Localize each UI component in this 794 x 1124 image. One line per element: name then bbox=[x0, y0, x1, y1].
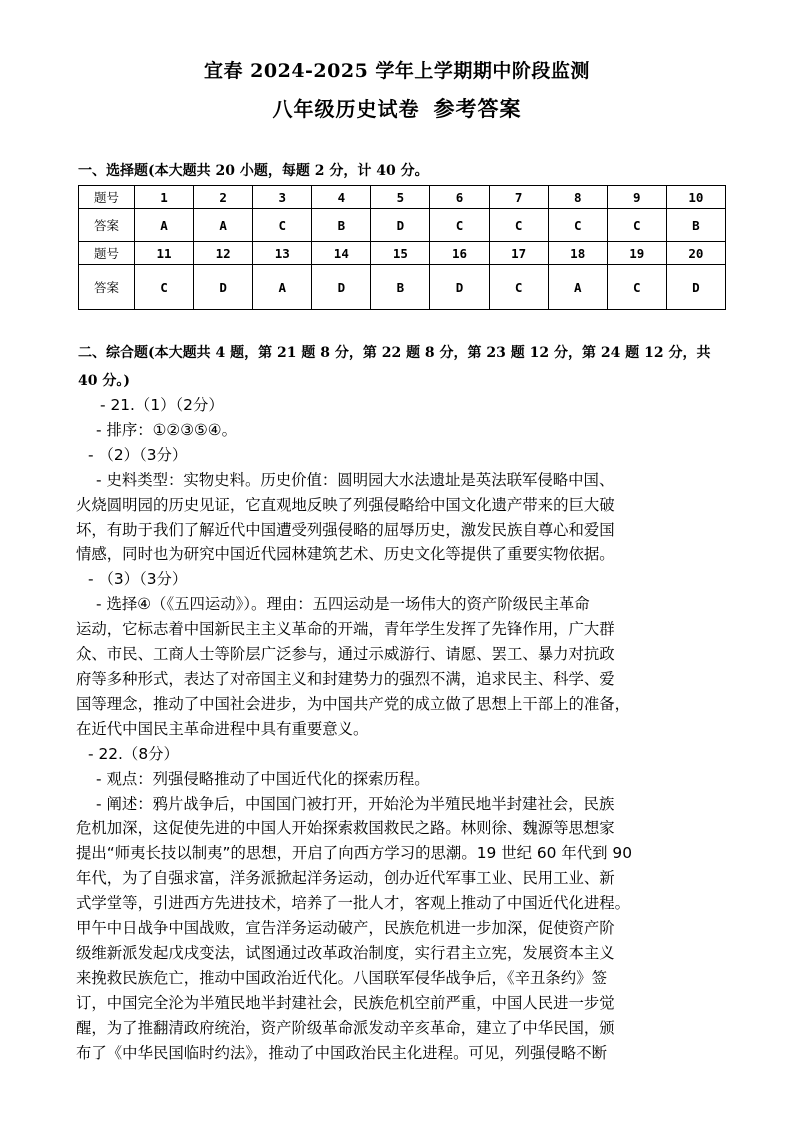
question-number: 18 bbox=[548, 242, 607, 265]
exam-subtitle bbox=[0, 93, 794, 123]
answer-cell: D bbox=[312, 265, 371, 310]
answer-line: 火烧圆明园的历史见证，它直观地反映了列强侵略给中国文化遗产带来的巨大破 bbox=[76, 495, 615, 514]
answer-line: 甲午中日战争中国战败，宣告洋务运动破产，民族危机进一步加深，促使资产阶 bbox=[76, 919, 615, 938]
answer-line: - 选择④（《五四运动》）。理由：五四运动是一场伟大的资产阶级民主革命 bbox=[96, 595, 590, 614]
answer-cell: C bbox=[430, 209, 489, 242]
answer-line: - 阐述：鸦片战争后，中国国门被打开，开始沦为半殖民地半封建社会，民族 bbox=[96, 794, 615, 813]
question-number: 14 bbox=[312, 242, 371, 265]
answer-line: 来挽救民族危亡，推动中国政治近代化。八国联军侵华战争后，《辛丑条约》签 bbox=[76, 968, 607, 987]
answer-cell: B bbox=[312, 209, 371, 242]
answer-cell: B bbox=[666, 209, 725, 242]
answer-cell: C bbox=[489, 265, 548, 310]
answer-key-label: 参考答案 bbox=[433, 96, 522, 121]
table-row bbox=[79, 186, 726, 209]
answer-text-body bbox=[76, 393, 728, 1065]
question-number: 17 bbox=[489, 242, 548, 265]
section2-heading: 二、综合题(本大题共 4 题，第 21 题 8 分，第 22 题 8 分，第 23 题 12 分，第 24 题 12 分，共 40 分。) bbox=[78, 345, 711, 389]
question-number: 2 bbox=[194, 186, 253, 209]
answer-line: - 22.（8分） bbox=[88, 744, 179, 763]
answer-cell: C bbox=[607, 209, 666, 242]
question-number: 6 bbox=[430, 186, 489, 209]
answer-cell: D bbox=[666, 265, 725, 310]
answer-line: 运动，它标志着中国新民主主义革命的开端，青年学生发挥了先锋作用，广大群 bbox=[76, 620, 615, 639]
answer-cell: A bbox=[548, 265, 607, 310]
exam-subject: 八年级历史试卷 bbox=[272, 97, 420, 121]
row-label-answer: 答案 bbox=[79, 265, 135, 310]
answer-line: 国等理念，推动了中国社会进步，为中国共产党的成立做了思想上干部上的准备， bbox=[76, 694, 631, 713]
answer-line: - 观点：列强侵略推动了中国近代化的探索历程。 bbox=[96, 769, 430, 788]
answer-line: 坏，有助于我们了解近代中国遭受列强侵略的屈辱历史，激发民族自尊心和爱国 bbox=[76, 520, 615, 539]
row-label-number: 题号 bbox=[79, 186, 135, 209]
answer-line: 订，中国完全沦为半殖民地半封建社会，民族危机空前严重，中国人民进一步觉 bbox=[76, 993, 615, 1012]
table-row bbox=[79, 265, 726, 310]
answer-cell: C bbox=[607, 265, 666, 310]
answer-line: - 史料类型：实物史料。历史价值：圆明园大水法遗址是英法联军侵略中国、 bbox=[96, 470, 615, 489]
answer-line: 布了《中华民国临时约法》，推动了中国政治民主化进程。可见，列强侵略不断 bbox=[76, 1043, 607, 1062]
question-number: 11 bbox=[135, 242, 194, 265]
question-number: 4 bbox=[312, 186, 371, 209]
answer-cell: A bbox=[135, 209, 194, 242]
question-number: 1 bbox=[135, 186, 194, 209]
question-number: 16 bbox=[430, 242, 489, 265]
question-number: 12 bbox=[194, 242, 253, 265]
section1-heading: 一、选择题(本大题共 20 小题，每题 2 分，计 40 分。 bbox=[78, 163, 429, 179]
answer-table bbox=[78, 185, 726, 310]
answer-cell: A bbox=[194, 209, 253, 242]
answer-cell: C bbox=[253, 209, 312, 242]
answer-line: - （2）（3分） bbox=[88, 445, 188, 464]
question-number: 10 bbox=[666, 186, 725, 209]
answer-line: 众、市民、工商人士等阶层广泛参与，通过示威游行、请愿、罢工、暴力对抗政 bbox=[76, 645, 615, 664]
question-number: 5 bbox=[371, 186, 430, 209]
answer-line: 提出“师夷长技以制夷”的思想，开启了向西方学习的思潮。19 世纪 60 年代到 90 bbox=[76, 844, 632, 863]
answer-cell: D bbox=[194, 265, 253, 310]
answer-line: 在近代中国民主革命进程中具有重要意义。 bbox=[76, 719, 369, 738]
answer-line: - 21.（1）（2分） bbox=[100, 396, 224, 414]
question-number: 7 bbox=[489, 186, 548, 209]
answer-line: 情感，同时也为研究中国近代园林建筑艺术、历史文化等提供了重要实物依据。 bbox=[76, 545, 615, 564]
answer-cell: C bbox=[548, 209, 607, 242]
answer-cell: C bbox=[489, 209, 548, 242]
answer-line: 年代，为了自强求富，洋务派掀起洋务运动，创办近代军事工业、民用工业、新 bbox=[76, 869, 615, 888]
answer-line: 府等多种形式，表达了对帝国主义和封建势力的强烈不满，追求民主、科学、爱 bbox=[76, 669, 615, 688]
table-row bbox=[79, 209, 726, 242]
answer-cell: D bbox=[430, 265, 489, 310]
answer-line: 危机加深，这促使先进的中国人开始探索救国救民之路。林则徐、魏源等思想家 bbox=[76, 819, 615, 838]
answer-cell: D bbox=[371, 209, 430, 242]
answer-cell: C bbox=[135, 265, 194, 310]
answer-line: 级维新派发起戊戌变法，试图通过改革政治制度，实行君主立宪，发展资本主义 bbox=[76, 943, 615, 962]
question-number: 8 bbox=[548, 186, 607, 209]
question-number: 3 bbox=[253, 186, 312, 209]
exam-title: 宜春 2024-2025 学年上学期期中阶段监测 bbox=[204, 60, 590, 82]
answer-line: 醒，为了推翻清政府统治，资产阶级革命派发动辛亥革命，建立了中华民国，颁 bbox=[76, 1018, 615, 1037]
answer-cell: A bbox=[253, 265, 312, 310]
answer-line: - 排序：①②③⑤④。 bbox=[96, 420, 237, 439]
row-label-number: 题号 bbox=[79, 242, 135, 265]
answer-line: 式学堂等，引进西方先进技术，培养了一批人才，客观上推动了中国近代化进程。 bbox=[76, 894, 631, 913]
row-label-answer: 答案 bbox=[79, 209, 135, 242]
answer-cell: B bbox=[371, 265, 430, 310]
question-number: 15 bbox=[371, 242, 430, 265]
question-number: 13 bbox=[253, 242, 312, 265]
question-number: 9 bbox=[607, 186, 666, 209]
question-number: 20 bbox=[666, 242, 725, 265]
answer-line: - （3）（3分） bbox=[88, 570, 188, 589]
table-row bbox=[79, 242, 726, 265]
question-number: 19 bbox=[607, 242, 666, 265]
